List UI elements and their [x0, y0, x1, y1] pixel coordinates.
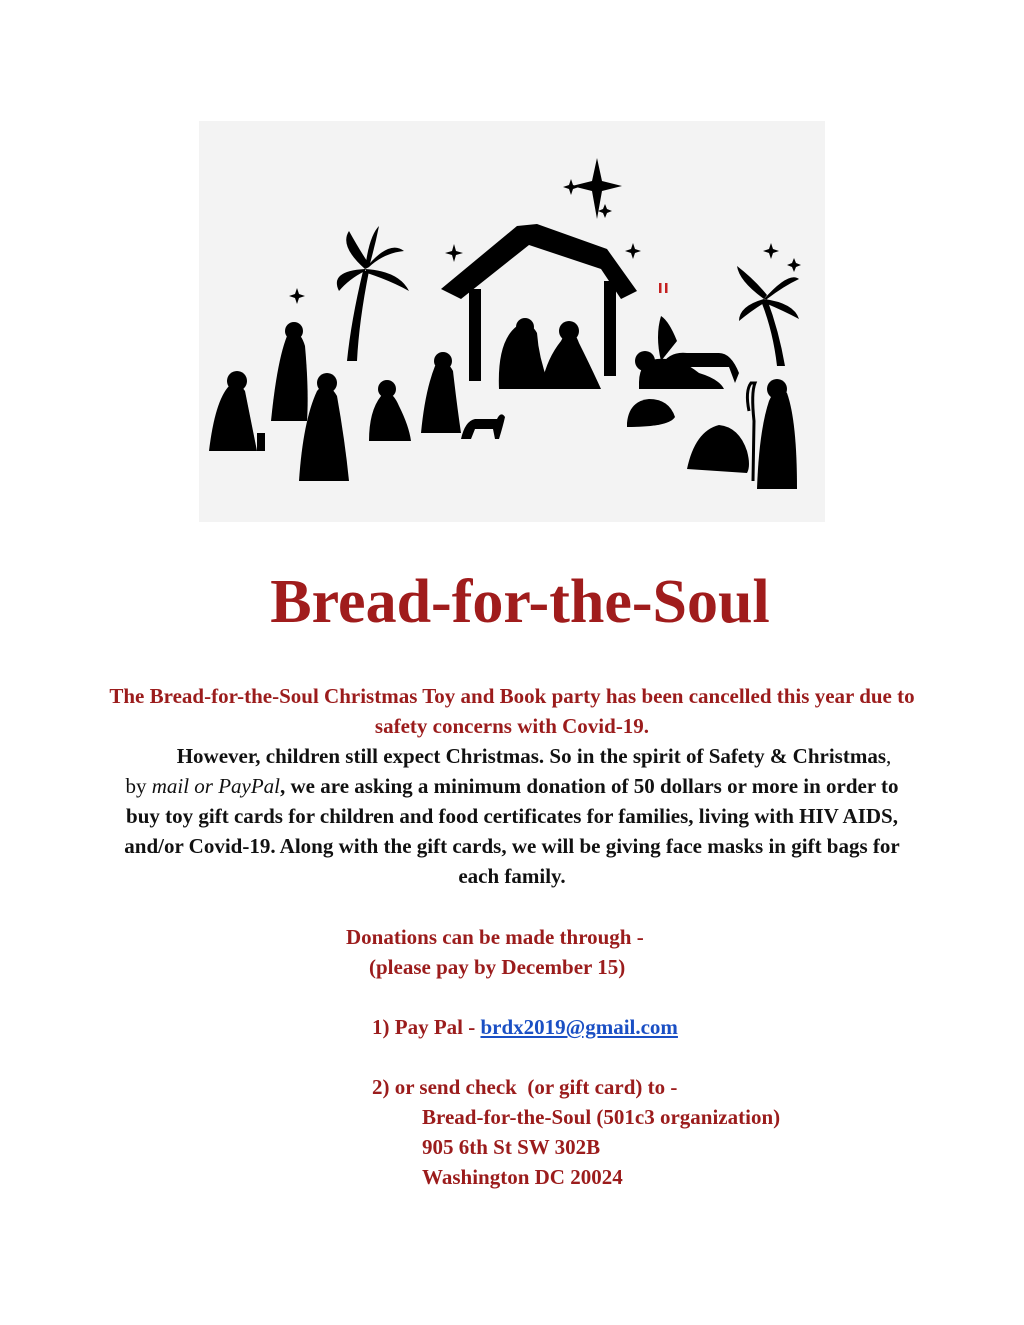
check-instructions: 2) or send check (or gift card) to - [372, 1075, 678, 1099]
appeal-text-2: , by [125, 744, 892, 798]
donations-deadline: (please pay by December 15) [369, 955, 626, 979]
appeal-text-3: , we are asking a minimum donation of 50 dollars or more in order to buy toy gift cards for children and food certificates for families, living with HIV AIDS, and/or Covid-19. Along with the gift cards, we will be giving face masks in gift bags for each family. [124, 774, 900, 888]
appeal-italic: mail or PayPal [151, 774, 281, 798]
appeal-text-1: However, children still expect Christmas. So in the spirit of Safety & Christmas [176, 744, 887, 768]
address-line-street: 905 6th St SW 302B [422, 1135, 601, 1159]
address-line-org: Bread-for-the-Soul (501c3 organization) [422, 1105, 781, 1129]
donation-appeal [120, 741, 904, 891]
donations-heading: Donations can be made through - [346, 925, 644, 949]
page-title: Bread-for-the-Soul [270, 568, 770, 636]
paypal-label: 1) Pay Pal - [372, 1015, 481, 1039]
paypal-line [372, 1012, 678, 1042]
cancellation-notice: The Bread-for-the-Soul Christmas Toy and Book party has been cancelled this year due to safety concerns with Covid-19. [109, 684, 915, 738]
address-line-city: Washington DC 20024 [422, 1165, 623, 1189]
paypal-email-link[interactable]: brdx2019@gmail.com [480, 1015, 678, 1039]
nativity-illustration [199, 121, 825, 522]
